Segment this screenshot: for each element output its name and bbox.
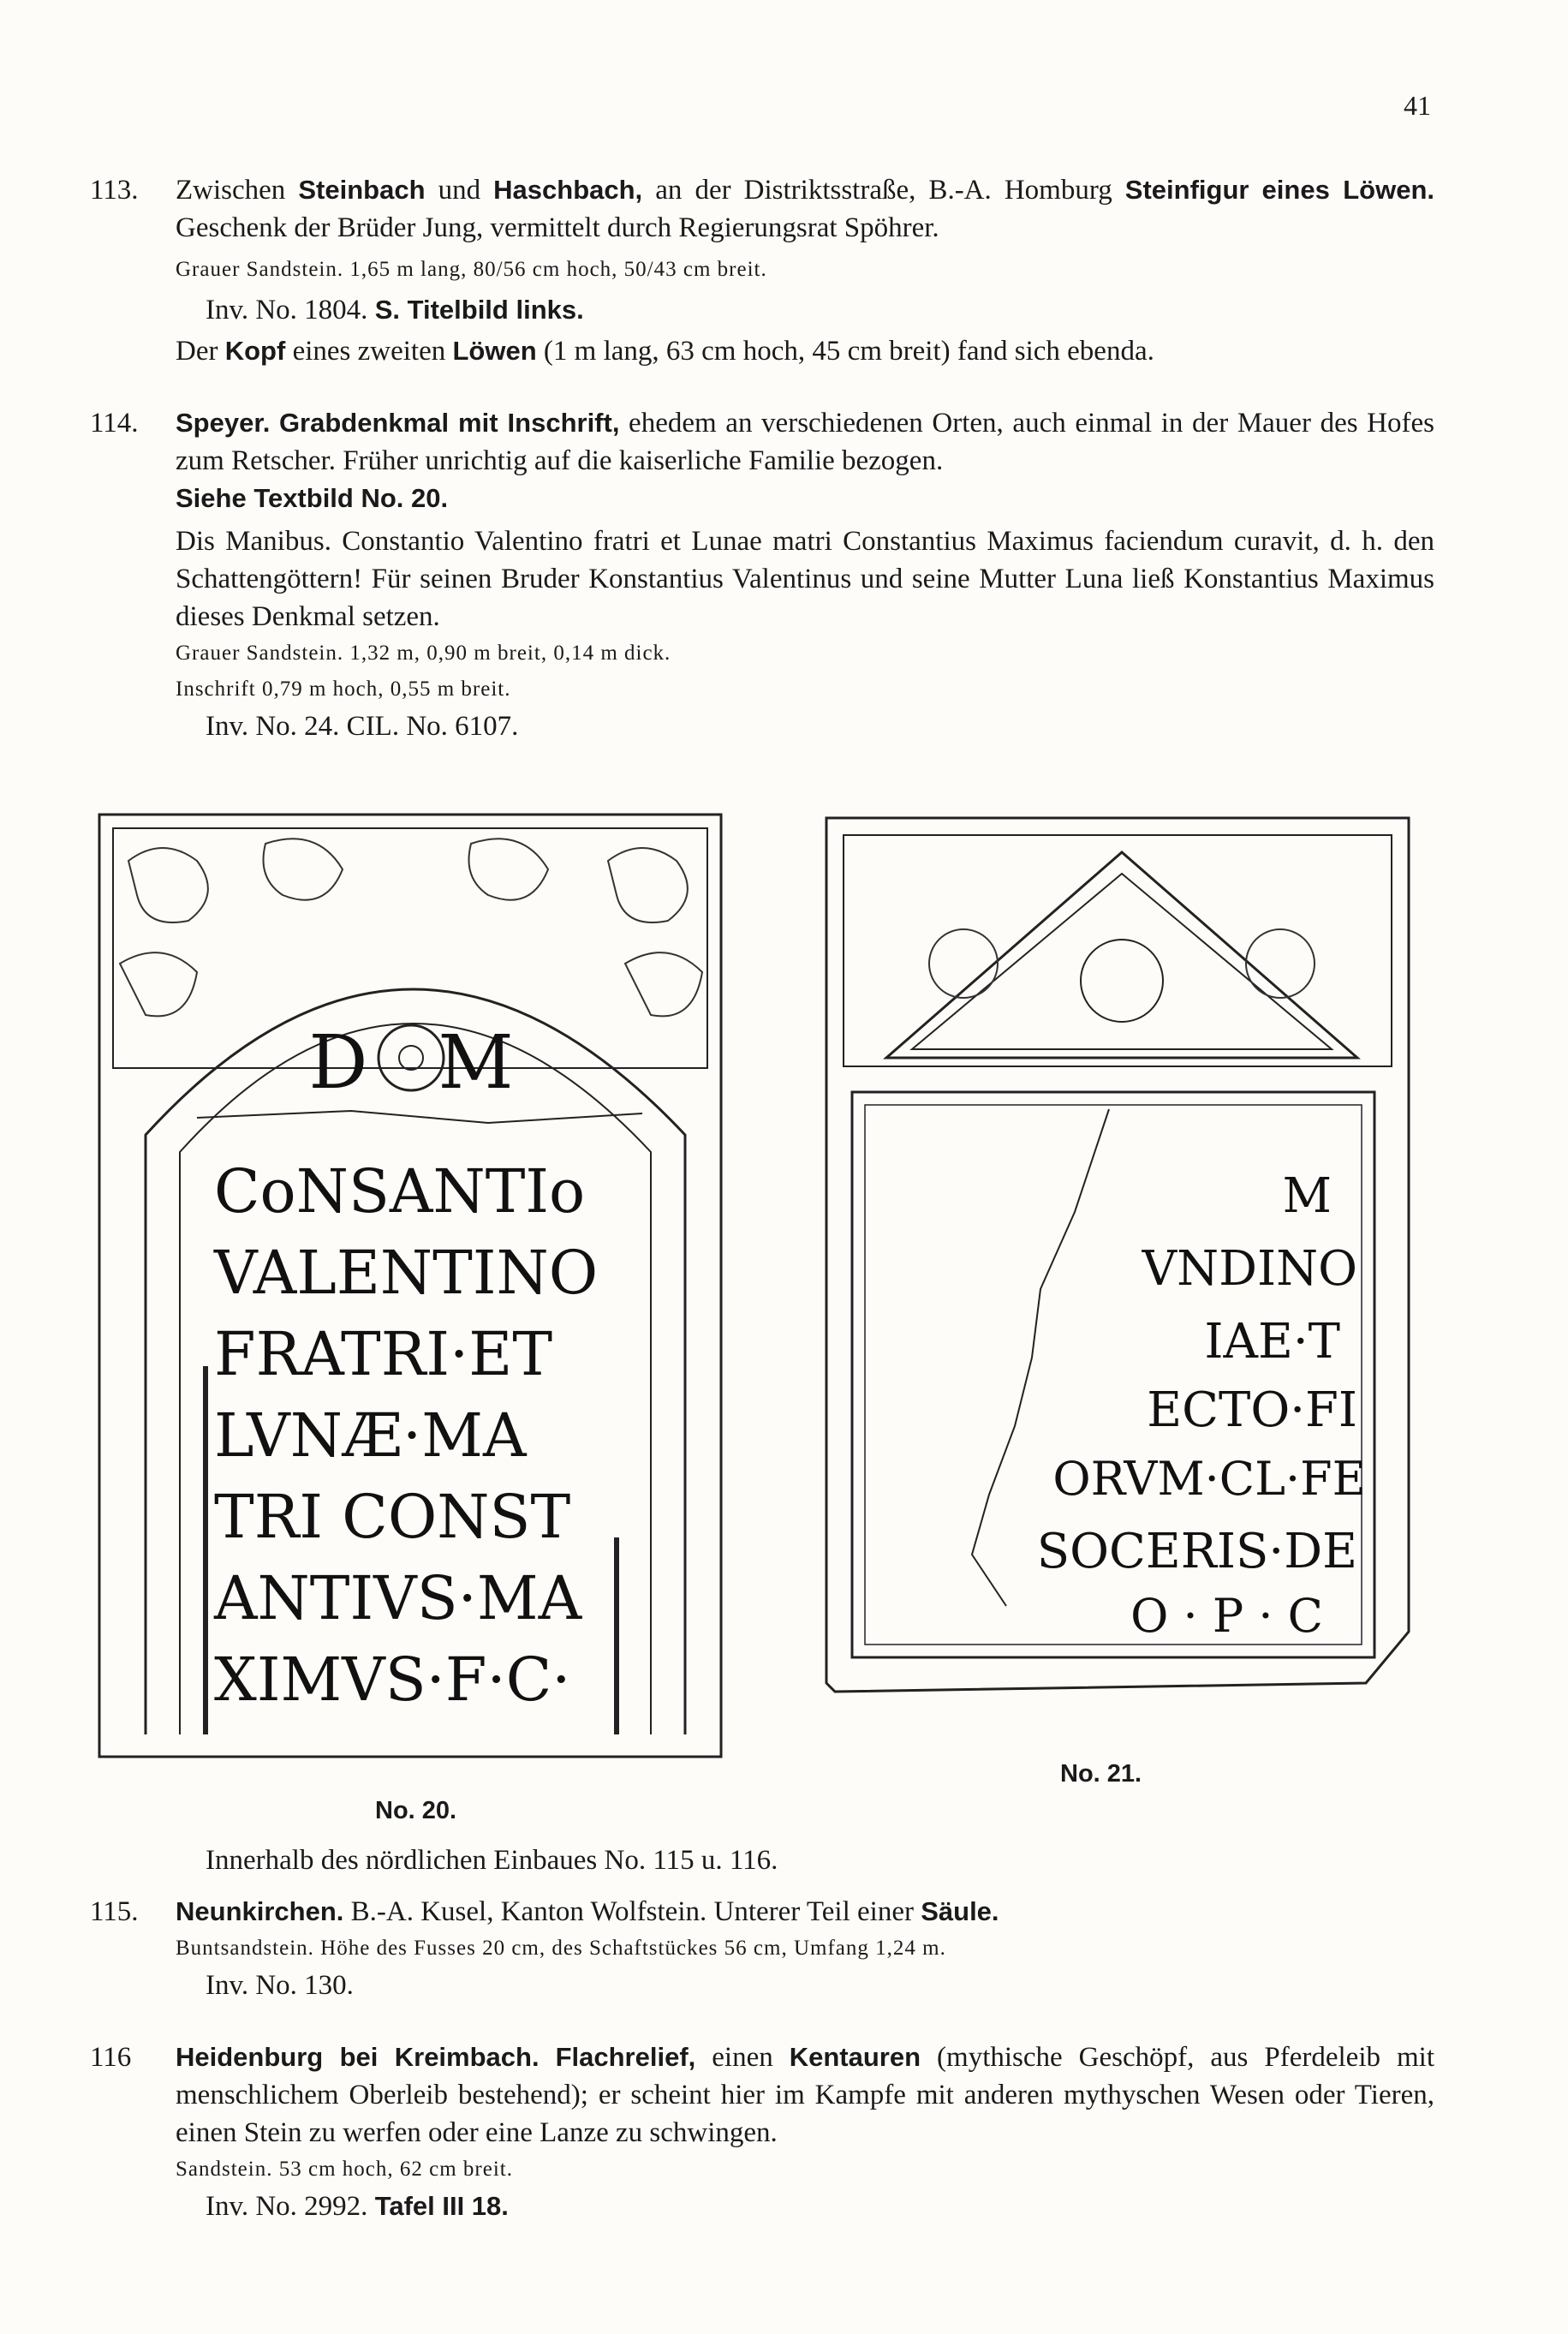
inscription-line: ORVM·CL·FE bbox=[1052, 1452, 1366, 1506]
inventory-line: Inv. No. 24. CIL. No. 6107. bbox=[206, 711, 519, 742]
entry-number: 114. bbox=[90, 408, 139, 439]
entry-text bbox=[176, 2039, 1434, 2152]
additional-note bbox=[176, 332, 1434, 370]
material-note: Buntsandstein. Höhe des Fusses 20 cm, des Schaftstückes 56 cm, Umfang 1,24 m. bbox=[176, 1937, 946, 1960]
left-rosette-icon bbox=[929, 929, 998, 998]
figure-20-caption: No. 20. bbox=[375, 1797, 457, 1824]
entry-number: 115. bbox=[90, 1896, 139, 1927]
inventory-number: Inv. No. 1804. bbox=[206, 295, 375, 325]
figure-20-tombstone bbox=[94, 809, 728, 1769]
inscription-line: O · P · C bbox=[1130, 1589, 1323, 1643]
material-note: Grauer Sandstein. 1,65 m lang, 80/56 cm hoch, 50/43 cm breit. bbox=[176, 258, 767, 281]
inscription-21 bbox=[1037, 1168, 1366, 1643]
keyword: Löwen bbox=[452, 336, 537, 366]
inscription-line: IAE·T bbox=[1204, 1314, 1340, 1370]
keyword: Kopf bbox=[224, 336, 286, 366]
material-note: Grauer Sandstein. 1,32 m, 0,90 m breit, 0,14 m dick. bbox=[176, 642, 671, 665]
inscription-line: ECTO·FI bbox=[1147, 1382, 1357, 1438]
text: Geschenk der Brüder Jung, vermittelt durch Regierungsrat Spöhrer. bbox=[176, 212, 939, 243]
inscription-translation: Dis Manibus. Constantio Valentino fratri et Lunae matri Constantius Maximus faciendum curavit, d. h. den Schattengöttern! Für seinen Bruder Konstantius Valentinus und seine Mutter Luna ließ Konstantius Maximus dieses Denkmal setzen. bbox=[176, 526, 1434, 632]
entry-text bbox=[176, 404, 1434, 480]
object-title: Flachrelief, bbox=[555, 2042, 696, 2072]
entry-number: 113. bbox=[90, 175, 139, 206]
text: B.-A. Kusel, Kanton Wolfstein. Unterer Teil einer bbox=[343, 1896, 921, 1927]
inscription-line: CoNSANTIo bbox=[214, 1156, 586, 1227]
inscription-line: M bbox=[1282, 1168, 1332, 1224]
text: eines zweiten bbox=[285, 336, 453, 367]
text bbox=[540, 2042, 556, 2073]
entry-number: 116 bbox=[90, 2042, 132, 2073]
entry-text bbox=[176, 1893, 1434, 1931]
reference: Tafel III 18. bbox=[374, 2191, 509, 2221]
figure-reference: Siehe Textbild No. 20. bbox=[176, 483, 449, 513]
inscription-line: FRATRI·ET bbox=[214, 1319, 553, 1389]
place-name: Speyer. bbox=[176, 408, 271, 438]
inscription-line: SOCERIS·DE bbox=[1036, 1524, 1357, 1579]
text: Der bbox=[176, 336, 225, 367]
reference: S. Titelbild links. bbox=[374, 295, 584, 325]
place-name: Heidenburg bei Kreimbach. bbox=[176, 2042, 540, 2072]
entry-text bbox=[176, 171, 1434, 247]
inscription-size: Inschrift 0,79 m hoch, 0,55 m breit. bbox=[176, 678, 511, 701]
figure-21-tombstone bbox=[818, 809, 1417, 1734]
entry-113 bbox=[90, 171, 1434, 370]
text: und bbox=[425, 175, 494, 206]
fracture-line bbox=[197, 1111, 642, 1123]
inscription-20 bbox=[213, 1156, 598, 1715]
object-title: Steinfigur bbox=[1124, 175, 1249, 205]
object-title: eines Löwen. bbox=[1261, 175, 1435, 205]
text: Zwischen bbox=[176, 175, 299, 206]
inscription-line: LVNÆ·MA bbox=[214, 1400, 527, 1471]
inventory-number: Inv. No. 2992. bbox=[206, 2191, 375, 2222]
place-name: Haschbach, bbox=[493, 175, 643, 205]
inventory-line bbox=[176, 2188, 1434, 2225]
inscription-line: XIMVS·F·C· bbox=[214, 1645, 571, 1715]
text bbox=[270, 408, 279, 439]
entry-116 bbox=[90, 2039, 1434, 2225]
text: (1 m lang, 63 cm hoch, 45 cm breit) fand sich ebenda. bbox=[536, 336, 1154, 367]
figure-21-caption: No. 21. bbox=[1060, 1760, 1142, 1788]
keyword: Kentauren bbox=[789, 2042, 921, 2072]
pediment-triangle bbox=[886, 852, 1357, 1058]
inscription-line: VALENTINO bbox=[214, 1238, 599, 1308]
text: ehedem an verschiedenen Orten, auch einmal in der Mauer des Hofes zum Retscher. Früher unrichtig auf die kaiserliche Familie bezogen. bbox=[176, 408, 1434, 476]
text: einen bbox=[695, 2042, 790, 2073]
entry-115 bbox=[90, 1893, 1434, 2004]
inventory-line bbox=[176, 291, 1434, 329]
inscription-line: TRI CONST bbox=[214, 1482, 571, 1552]
right-rosette-icon bbox=[1246, 929, 1315, 998]
page-number: 41 bbox=[1404, 90, 1431, 121]
inventory-line: Inv. No. 130. bbox=[206, 1970, 354, 2001]
location-note-text: Innerhalb des nördlichen Einbaues No. 115 u. 116. bbox=[206, 1845, 778, 1876]
text: an der Distriktsstraße, B.-A. Homburg bbox=[642, 175, 1125, 206]
entry-114 bbox=[90, 404, 1434, 745]
object-title: Grabdenkmal mit Inschrift, bbox=[278, 408, 620, 438]
dm-letters: D M bbox=[308, 1020, 514, 1106]
place-name: Neunkirchen. bbox=[176, 1896, 344, 1926]
inscription-line: ANTIVS·MA bbox=[214, 1563, 582, 1633]
object-title: Säule. bbox=[921, 1896, 999, 1926]
place-name: Steinbach bbox=[298, 175, 426, 205]
material-note: Sandstein. 53 cm hoch, 62 cm breit. bbox=[176, 2158, 513, 2181]
text: (mythische Geschöpf, aus Pferdeleib mit menschlichem Oberleib bestehend); er scheint hier im Kampfe mit anderen mythyschen Wesen oder Tieren, einen Stein zu werfen oder eine Lanze zu schwingen. bbox=[176, 2042, 1434, 2148]
inscription-line: VNDINO bbox=[1142, 1241, 1357, 1297]
location-note bbox=[206, 1842, 1319, 1879]
mask-face-icon bbox=[1081, 940, 1163, 1022]
pediment-triangle-inner bbox=[912, 874, 1332, 1049]
